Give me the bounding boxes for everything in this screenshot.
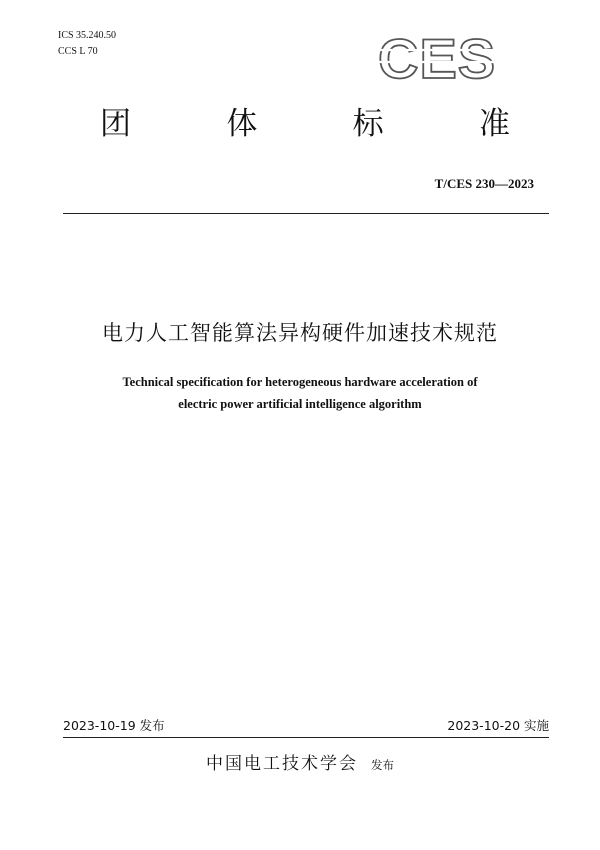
english-title-line: Technical specification for heterogeneous hardware acceleration of	[122, 375, 478, 389]
standard-number: T/CES 230—2023	[434, 176, 534, 191]
ces-logo	[376, 30, 524, 86]
standard-type-heading	[100, 104, 510, 144]
issue-date: 2023-10-19 发布	[63, 718, 165, 733]
english-title-line: electric power artificial intelligence algorithm	[178, 397, 422, 411]
standard-type-char: 团	[100, 106, 131, 142]
classification-codes	[58, 28, 116, 60]
standard-type-char: 体	[226, 106, 258, 142]
english-title	[0, 371, 600, 415]
publisher	[0, 749, 600, 774]
standard-type-char: 标	[352, 106, 384, 142]
standard-type-char: 准	[478, 106, 510, 142]
chinese-title: 电力人工智能算法异构硬件加速技术规范	[102, 321, 498, 345]
publisher-name: 中国电工技术学会	[205, 754, 358, 774]
svg-text:CES: CES	[378, 30, 497, 86]
header-divider	[63, 213, 549, 214]
implementation-date: 2023-10-20 实施	[447, 718, 549, 733]
ccs-code: CCS L 70	[58, 46, 98, 57]
ics-code: ICS 35.240.50	[58, 30, 117, 41]
footer-divider	[63, 737, 549, 738]
publisher-suffix: 发布	[371, 758, 395, 772]
